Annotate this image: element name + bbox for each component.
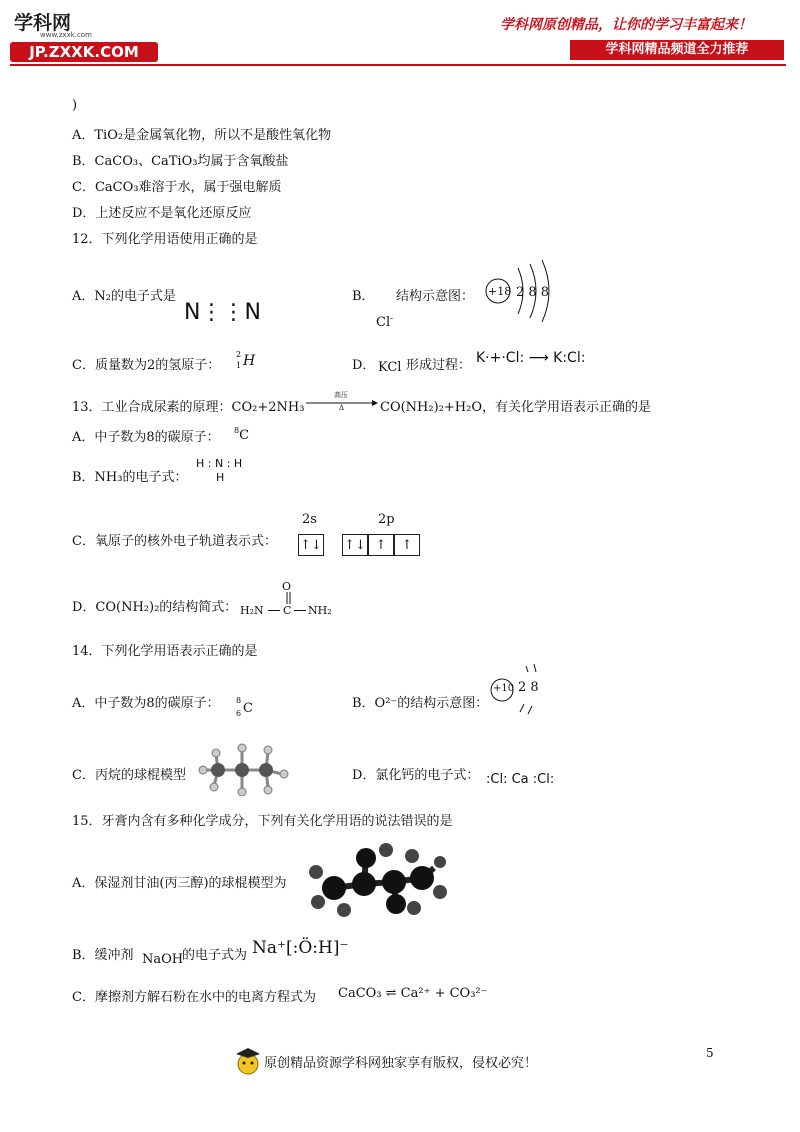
q13-a-nuclide: $^8$C [234, 426, 250, 443]
q12-d-label: D． [352, 358, 376, 373]
q15-b-naoh: NaOH [142, 952, 184, 967]
kcl-formation-process: K·+·Cl: ⟶ K:Cl: [476, 350, 586, 366]
orbital-box-2s: ↑↓ [298, 534, 324, 556]
orbital-boxes-2p: ↑↓ ↑ ↑ [342, 534, 420, 556]
q12-b-label: B． [352, 289, 375, 304]
header-slogan: 学科网原创精品，让你的学习丰富起来！ [500, 17, 752, 33]
q11-option-b: B．CaCO₃、CaTiO₃均属于含氧酸盐 [72, 154, 289, 169]
q14-stem: 14．下列化学用语表示正确的是 [72, 644, 258, 659]
q12-d-text: 形成过程： [406, 358, 472, 373]
q13-reaction-arrow: 高压 Δ [306, 390, 378, 412]
q13-stem-b: CO(NH₂)₂+H₂O，有关化学用语表示正确的是 [380, 400, 651, 415]
q14-a-label: A．中子数为8的碳原子： [72, 696, 220, 711]
urea-structure: O H₂N C NH₂ [240, 580, 332, 617]
q12-a-label: A．N₂的电子式是 [72, 289, 176, 304]
nh3-electron-formula: H : N : H [196, 457, 243, 470]
q13-a-label: A．中子数为8的碳原子： [72, 430, 220, 445]
q12-b-nucleus: +18 [488, 285, 512, 298]
header-divider [10, 64, 786, 66]
q14-c-label: C．丙烷的球棍模型 [72, 768, 186, 783]
q14-b-label: B．O²⁻的结构示意图： [352, 696, 489, 711]
q12-b-ion: Cl- [376, 314, 394, 330]
nh3-bottom-h: H [216, 471, 225, 484]
q14-d-label: D．氯化钙的电子式： [352, 768, 480, 783]
logo-site: www.zxxk.com [40, 31, 92, 39]
glycerol-ball-stick-model [304, 838, 448, 918]
q15-b-mid: 的电子式为 [182, 948, 248, 963]
footer-copyright: 原创精品资源学科网独家享有版权，侵权必究！ [264, 1056, 538, 1071]
q11-option-a: A．TiO₂是金属氧化物，所以不是酸性氧化物 [72, 128, 332, 143]
caco3-ionization-equation: CaCO₃ ⇌ Ca²⁺ + CO₃²⁻ [338, 986, 488, 1001]
page-number: 5 [706, 1046, 714, 1060]
q12-a-formula: N⋮⋮N [184, 300, 261, 325]
orbital-2p-label: 2p [378, 512, 395, 527]
q15-c-label: C．摩擦剂方解石粉在水中的电离方程式为 [72, 990, 316, 1005]
q11-option-d: D．上述反应不是氧化还原反应 [72, 206, 252, 221]
q14-a-nuclide: 8 6 C [236, 696, 253, 718]
q12-stem: 12．下列化学用语使用正确的是 [72, 232, 258, 247]
q13-stem-a: 13．工业合成尿素的原理：CO₂+2NH₃ [72, 400, 305, 415]
header-recommend-bar: 学科网精品频道全力推荐 [570, 40, 784, 60]
q12-c-nuclide: 2 1 H [236, 350, 256, 370]
q14-b-shells: 2 8 [518, 680, 539, 695]
q14-b-nucleus: +10 [493, 683, 515, 694]
q12-b-shells: 2 8 8 [516, 285, 550, 300]
orbital-2s-label: 2s [302, 512, 317, 527]
q15-stem: 15．牙膏内含有多种化学成分，下列有关化学用语的说法错误的是 [72, 814, 453, 829]
q15-a-label: A．保湿剂甘油(丙三醇)的球棍模型为 [72, 876, 287, 891]
naoh-electron-formula: Na⁺[:Ö:H]⁻ [252, 938, 349, 958]
q13-d-label: D．CO(NH₂)₂的结构简式： [72, 600, 238, 615]
logo-text: 学科网 [14, 12, 72, 34]
q12-c-label: C．质量数为2的氢原子： [72, 358, 221, 373]
propane-ball-stick-model [196, 740, 292, 796]
q15-b-label: B．缓冲剂 [72, 948, 134, 963]
q12-b-text: 结构示意图： [396, 289, 475, 304]
q13-c-label: C．氧原子的核外电子轨道表示式： [72, 534, 277, 549]
cacl2-electron-formula: :Cl: Ca :Cl: [486, 772, 555, 787]
mascot-icon [234, 1046, 262, 1076]
q12-d-kcl: KCl [378, 360, 402, 375]
q11-tail: ) [72, 98, 78, 113]
q13-b-label: B．NH₃的电子式： [72, 470, 188, 485]
logo-bar: JP.ZXXK.COM [10, 42, 158, 62]
q11-option-c: C．CaCO₃难溶于水，属于强电解质 [72, 180, 282, 195]
